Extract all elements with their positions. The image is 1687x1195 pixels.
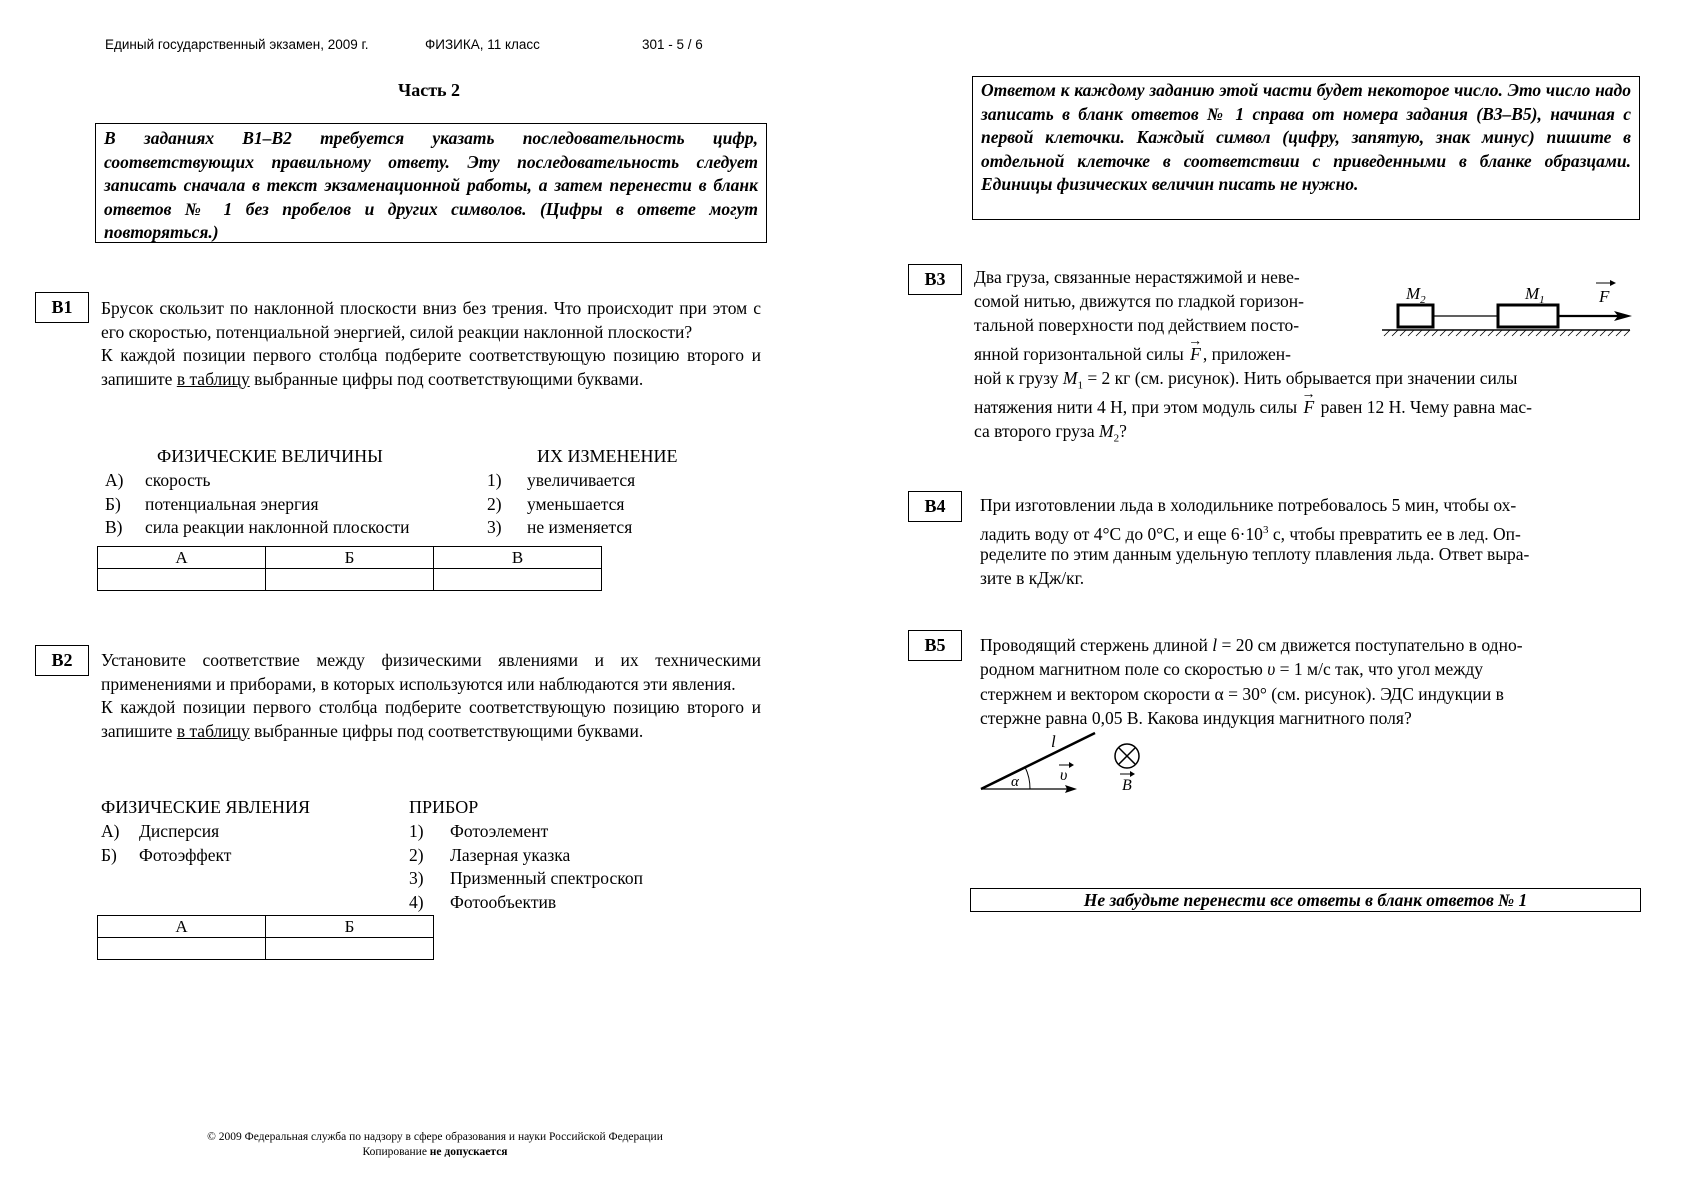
b1-col1-header: ФИЗИЧЕСКИЕ ВЕЛИЧИНЫ (157, 446, 383, 466)
b3-line1: Два груза, связанные нерастяжимой и неве- (974, 267, 1300, 287)
b2-table-header-a: А (98, 916, 266, 938)
b3-label: B3 (908, 264, 962, 295)
b3-line5: ной к грузу $M_1 = 2$ кг (см. рисунок). Нить обрывается при значении силы (974, 368, 1518, 392)
reminder-text: Не забудьте перенести все ответы в бланк ответов № 1 (1083, 890, 1528, 910)
fig-label-m2: $M_2$ (1406, 284, 1426, 306)
fig-label-m1: $M_1$ (1525, 284, 1545, 306)
force-vector-inline: → F (1188, 334, 1203, 364)
b4-line3: ределите по этим данным удельную теплоту плавления льда. Ответ выра- (980, 544, 1530, 564)
b3-figure (1380, 272, 1640, 338)
b1-text2: К каждой позиции первого столбца подберите соответствующую позицию второго и запишите в таблицу выбранные цифры под соответствующими буквами. (101, 345, 761, 389)
b2-right-item-0: Фотоэлемент (450, 821, 549, 841)
b2-left-item-0: Дисперсия (139, 821, 220, 841)
fig-label-l: l (1051, 732, 1056, 751)
fig-label-v: υ (1060, 767, 1068, 784)
b1-answer-cell-a[interactable] (98, 569, 266, 591)
footer-copyright: © 2009 Федеральная служба по надзору в сфере образования и науки Российской Федерации (207, 1131, 663, 1143)
b2-right-item-1: Лазерная указка (450, 845, 571, 865)
b1-right-key-2: 3) (487, 517, 502, 537)
b3-line2: сомой нитью, движутся по гладкой горизон- (974, 291, 1305, 311)
b1-left-key-2: В) (105, 517, 123, 537)
b5-label: B5 (908, 630, 962, 661)
b1-right-item-2: не изменяется (527, 517, 633, 537)
left-instruction-box (95, 123, 767, 243)
b4-line2: ладить воду от 4°С до 0°С, и еще $6\cdot 10^3$ с, чтобы превратить ее в лед. Оп- (980, 523, 1521, 544)
part-title: Часть 2 (398, 80, 461, 100)
block-m2 (1398, 305, 1433, 327)
b5-line2: родном магнитном поле со скоростью υ = 1 м/с так, что угол между (980, 659, 1484, 679)
b3-line7: са второго груза $M_2$? (974, 421, 1127, 445)
b2-text1: Установите соответствие между физическими явлениями и их техническими применениями и приборами, в которых используются или наблюдаются эти явления. (101, 650, 761, 694)
b2-answer-table (97, 915, 434, 960)
rod (981, 733, 1095, 789)
b2-question (101, 649, 761, 743)
b1-left-key-1: Б) (105, 494, 121, 514)
b2-table-header-b: Б (266, 916, 434, 938)
b1-table-header-c: В (434, 547, 602, 569)
b2-right-key-2: 3) (409, 868, 424, 888)
b2-right-key-1: 2) (409, 845, 424, 865)
fig-label-f: F (1599, 287, 1610, 306)
b1-left-item-2: сила реакции наклонной плоскости (145, 517, 410, 537)
b2-answer-cell-b[interactable] (266, 938, 434, 960)
header-exam: Единый государственный экзамен, 2009 г. (105, 37, 369, 52)
b2-text2: К каждой позиции первого столбца подберите соответствующую позицию второго и запишите в таблицу выбранные цифры под соответствующими буквами. (101, 697, 761, 741)
b5-line1: Проводящий стержень длиной l = 20 см движется поступательно в одно- (980, 635, 1523, 655)
b1-left-key-0: А) (105, 470, 124, 490)
b3-line4: янной горизонтальной силы → F , приложен- (974, 334, 1291, 364)
b2-right-key-3: 4) (409, 892, 424, 912)
b4-label: B4 (908, 491, 962, 522)
b4-line1: При изготовлении льда в холодильнике потребовалось 5 мин, чтобы ох- (980, 495, 1517, 515)
b2-label: B2 (35, 645, 89, 676)
header-subject: ФИЗИКА, 11 класс (425, 37, 540, 52)
b2-right-item-2: Призменный спектроскоп (450, 868, 643, 888)
b1-answer-cell-c[interactable] (434, 569, 602, 591)
b2-left-key-0: А) (101, 821, 120, 841)
b1-answer-table (97, 546, 602, 591)
fig-label-b: B (1122, 777, 1132, 794)
b1-right-key-0: 1) (487, 470, 502, 490)
b3-line6: натяжения нити 4 Н, при этом модуль силы → F равен 12 Н. Чему равна мас- (974, 387, 1532, 417)
force-vector-inline-2: → F (1301, 387, 1316, 417)
footer-copy-notice: Копирование не допускается (362, 1146, 508, 1158)
b2-right-item-3: Фотообъектив (450, 892, 557, 912)
b1-table-header-b: Б (266, 547, 434, 569)
b1-label: B1 (35, 292, 89, 323)
b2-left-key-1: Б) (101, 845, 117, 865)
b1-left-item-1: потенциальная энергия (145, 494, 319, 514)
b1-answer-cell-b[interactable] (266, 569, 434, 591)
b2-right-key-0: 1) (409, 821, 424, 841)
b1-right-key-1: 2) (487, 494, 502, 514)
b1-question (101, 297, 761, 391)
reminder-box (970, 888, 1641, 912)
b1-text1: Брусок скользит по наклонной плоскости вниз без трения. Что происходит при этом с его скоростью, потенциальной энергией, силой реакции наклонной плоскости? (101, 298, 761, 342)
right-instruction-box (972, 76, 1640, 220)
b4-line4: зите в кДж/кг. (980, 568, 1085, 588)
right-instruction-text: Ответом к каждому заданию этой части будет некоторое число. Это число надо записать в бланк ответов № 1 справа от номера задания (В3–В5), начиная с первой клеточки. Каждый символ (цифру, запятую, знак минус) пишите в отдельной клеточке в соответствии с приведенными в бланке образцами. Единицы физических величин писать не нужно. (981, 80, 1631, 194)
b1-left-item-0: скорость (145, 470, 211, 490)
b5-line3: стержнем и вектором скорости α = 30° (см. рисунок). ЭДС индукции в (980, 684, 1504, 704)
b1-table-header-a: А (98, 547, 266, 569)
b1-right-item-0: увеличивается (527, 470, 636, 490)
b1-right-item-1: уменьшается (527, 494, 625, 514)
b2-col2-header: ПРИБОР (409, 797, 479, 817)
b2-col1-header: ФИЗИЧЕСКИЕ ЯВЛЕНИЯ (101, 797, 310, 817)
b2-left-item-1: Фотоэффект (139, 845, 232, 865)
b2-answer-cell-a[interactable] (98, 938, 266, 960)
b5-figure (975, 726, 1155, 801)
fig-label-alpha: α (1011, 774, 1019, 790)
b3-line3: тальной поверхности под действием посто- (974, 315, 1300, 335)
b1-col2-header: ИХ ИЗМЕНЕНИЕ (537, 446, 678, 466)
header-page: 301 - 5 / 6 (642, 37, 703, 52)
b5-line4: стержне равна 0,05 В. Какова индукция магнитного поля? (980, 708, 1412, 728)
left-instruction-text: В заданиях В1–В2 требуется указать последовательность цифр, соответствующих правильному ответу. Эту последовательность следует записать сначала в текст экзаменационной работы, а затем перенести в бланк ответов № 1 без пробелов и других символов. (Цифры в ответе могут повторяться.) (104, 128, 758, 242)
block-m1 (1498, 305, 1558, 327)
